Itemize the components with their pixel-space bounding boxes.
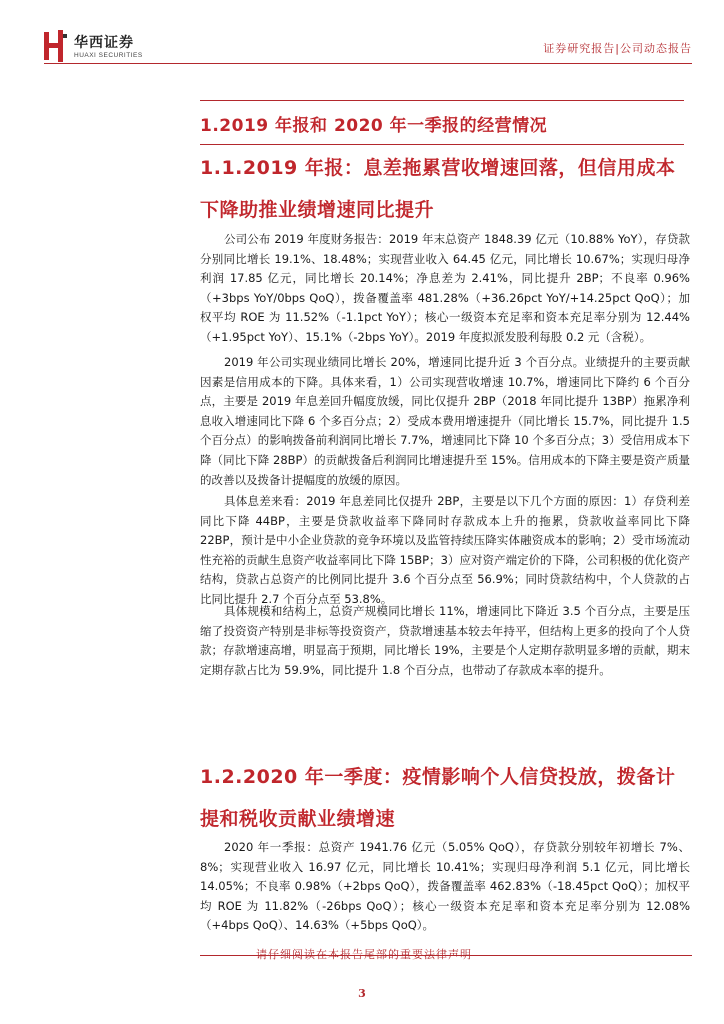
paragraph: 具体息差来看：2019 年息差同比仅提升 2BP，主要是以下几个方面的原因：1）存贷利差同比下降 44BP，主要是贷款收益率下降同时存款成本上升的拖累，贷款收益率同比下降 22BP，预计是中小企业贷款的竞争环境以及监管持续压降实体融资成本的影响；2）受市场流动性充裕的贡献生息资产收益率同比下降 15BP；3）应对资产端定价的下降，公司积极的优化资产结构，贷款占总资产的比例同比提升 3.6 个百分点至 56.9%；同时贷款结构中，个人贷款的占比同比提升 2.7 个百分点至 53.8%。 xyxy=(200,494,690,606)
paragraph: 2020 年一季报：总资产 1941.76 亿元（5.05% QoQ），存贷款分别较年初增长 7%、8%；实现营业收入 16.97 亿元，同比增长 10.41%；实现归母净利润 5.1 亿元，同比增长 14.05%；不良率 0.98%（+2bps QoQ），拨备覆盖率 462.83%（-18.45pct QoQ）；加权平均 ROE 为 11.82%（-26bps QoQ）；核心一级资本充足率和资本充足率分别为 12.08%（+4bps QoQ）、14.63%（+5bps QoQ）。 xyxy=(200,840,690,933)
page-number: 3 xyxy=(358,987,366,1000)
section-1-1-body xyxy=(200,602,690,680)
paragraph: 2019 年公司实现业绩同比增长 20%，增速同比提升近 3 个百分点。业绩提升的主要贡献因素是信用成本的下降。具体来看，1）公司实现营收增速 10.7%，增速同比下降约 6 个百分点，主要是 2019 年息差回升幅度放缓，同比仅提升 2BP（2018 年同比提升 13BP）拖累净利息收入增速同比下降 6 个多百分点；2）受成本费用增速提升（同比增长 15.7%，同比提升 1.5 个百分点）的影响拨备前利润同比增长 7.7%，增速同比下降 10 个多百分点；3）受信用成本下降（同比下降 28BP）的贡献拨备后利润同比增速提升至 15%。信用成本的下降主要是资产质量的改善以及拨备计提幅度的放缓的原因。 xyxy=(200,355,690,487)
section-1-1-body xyxy=(200,230,690,348)
huaxi-logo-icon xyxy=(44,30,68,62)
section-1-1-body xyxy=(200,353,690,490)
logo-chinese-name: 华西证券 xyxy=(74,35,134,51)
page-header xyxy=(0,0,724,70)
legal-notice xyxy=(200,946,690,962)
paragraph: 公司公布 2019 年度财务报告：2019 年末总资产 1848.39 亿元（10.88% YoY），存贷款分别同比增长 19.1%、18.48%；实现营业收入 64.45 亿元，同比增长 10.67%；实现归母净利润 17.85 亿元，同比增长 20.14%；净息差为 2.41%，同比提升 2BP；不良率 0.96%（+3bps YoY/0bps QoQ），拨备覆盖率 481.28%（+36.26pct YoY/+14.25pct QoQ）；加权平均 ROE 为 11.52%（-1.1pct YoY）；核心一级资本充足率和资本充足率分别为 12.44%（+1.95pct YoY）、15.1%（-2bps YoY）。2019 年度拟派发股利每股 0.2 元（含税）。 xyxy=(200,232,690,344)
section-1-title: 1.2019 年报和 2020 年一季报的经营情况 xyxy=(200,116,548,136)
logo-english-name: HUAXI SECURITIES xyxy=(74,52,143,59)
report-type-label: 证券研究报告|公司动态报告 xyxy=(543,42,692,55)
paragraph: 具体规模和结构上，总资产规模同比增长 11%，增速同比下降近 3.5 个百分点，主要是压缩了投资资产特别是非标等投资资产，贷款增速基本较去年持平，但结构上更多的投向了个人贷款；存款增速高增，明显高于预期，同比增长 19%，主要是个人定期存款明显多增的贡献，期末定期存款占比为 59.9%，同比提升 1.8 个百分点，也带动了存款成本率的提升。 xyxy=(200,604,690,677)
section-1-2-title: 1.2.2020 年一季度：疫情影响个人信贷投放，拨备计提和税收贡献业绩增速 xyxy=(200,766,676,830)
section-1-1-title: 1.1.2019 年报：息差拖累营收增速回落，但信用成本下降助推业绩增速同比提升 xyxy=(200,157,676,221)
company-logo xyxy=(44,30,152,66)
header-divider xyxy=(44,63,692,64)
section-1-1-body xyxy=(200,492,690,610)
section-top-rule xyxy=(200,100,684,101)
section-1-2-body xyxy=(200,838,690,936)
section-bottom-rule xyxy=(200,144,684,145)
legal-notice-text: 请仔细阅读在本报告尾部的重要法律声明 xyxy=(256,948,472,961)
